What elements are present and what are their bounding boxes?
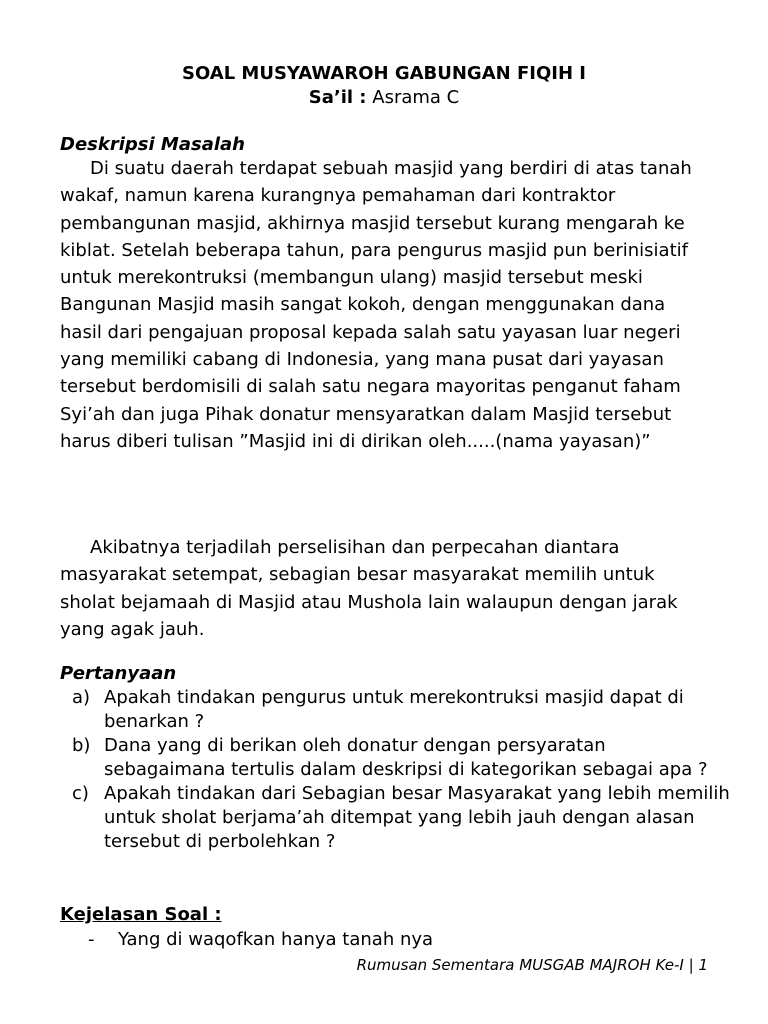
document-title: SOAL MUSYAWAROH GABUNGAN FIQIH I [181,63,586,84]
question-marker: b) [72,735,91,756]
kejelasan-heading: Kejelasan Soal : [60,904,222,925]
pertanyaan-list [72,686,732,854]
question-text: Apakah tindakan dari Sebagian besar Masyarakat yang lebih memilih untuk sholat berjama’ah ditempat yang lebih jauh dengan alasan tersebut di perbolehkan ? [104,783,730,852]
question-item [72,782,732,854]
deskripsi-heading: Deskripsi Masalah [60,134,245,155]
question-text: Apakah tindakan pengurus untuk merekontruksi masjid dapat di benarkan ? [104,687,684,732]
question-text: Dana yang di berikan oleh donatur dengan persyaratan sebagaimana tertulis dalam deskripsi di kategorikan sebagai apa ? [104,735,708,780]
deskripsi-paragraph-2: Akibatnya terjadilah perselisihan dan perpecahan diantara masyarakat setempat, sebagian besar masyarakat memilih untuk sholat bejamaah di Masjid atau Mushola lain walaupun dengan jarak yang agak jauh. [60,537,678,640]
sail-label: Sa’il : [308,87,367,108]
kejelasan-marker: - [88,929,95,950]
deskripsi-paragraph-1: Di suatu daerah terdapat sebuah masjid yang berdiri di atas tanah wakaf, namun karena kurangnya pemahaman dari kontraktor pembangunan masjid, akhirnya masjid tersebut kurang mengarah ke kiblat. Setelah beberapa tahun, para pengurus masjid pun berinisiatif untuk merekontruksi (membangun ulang) masjid tersebut meski Bangunan Masjid masih sangat kokoh, dengan menggunakan dana hasil dari pengajuan proposal kepada salah satu yayasan luar negeri yang memiliki cabang di Indonesia, yang mana pusat dari yayasan tersebut berdomisili di salah satu negara mayoritas penganut faham Syi’ah dan juga Pihak donatur mensyaratkan dalam Masjid tersebut harus diberi tulisan ”Masjid ini di dirikan oleh.....(nama yayasan)” [60,158,692,452]
question-marker: a) [72,687,91,708]
question-marker: c) [72,783,89,804]
question-item [72,734,732,782]
kejelasan-text: Yang di waqofkan hanya tanah nya [118,929,434,950]
page-footer: Rumusan Sementara MUSGAB MAJROH Ke-I | 1 [356,956,708,974]
question-item [72,686,732,734]
kejelasan-item [88,928,688,952]
sail-line [0,87,768,109]
sail-value: Asrama C [372,87,460,108]
pertanyaan-heading: Pertanyaan [60,663,177,684]
kejelasan-list [88,928,688,952]
